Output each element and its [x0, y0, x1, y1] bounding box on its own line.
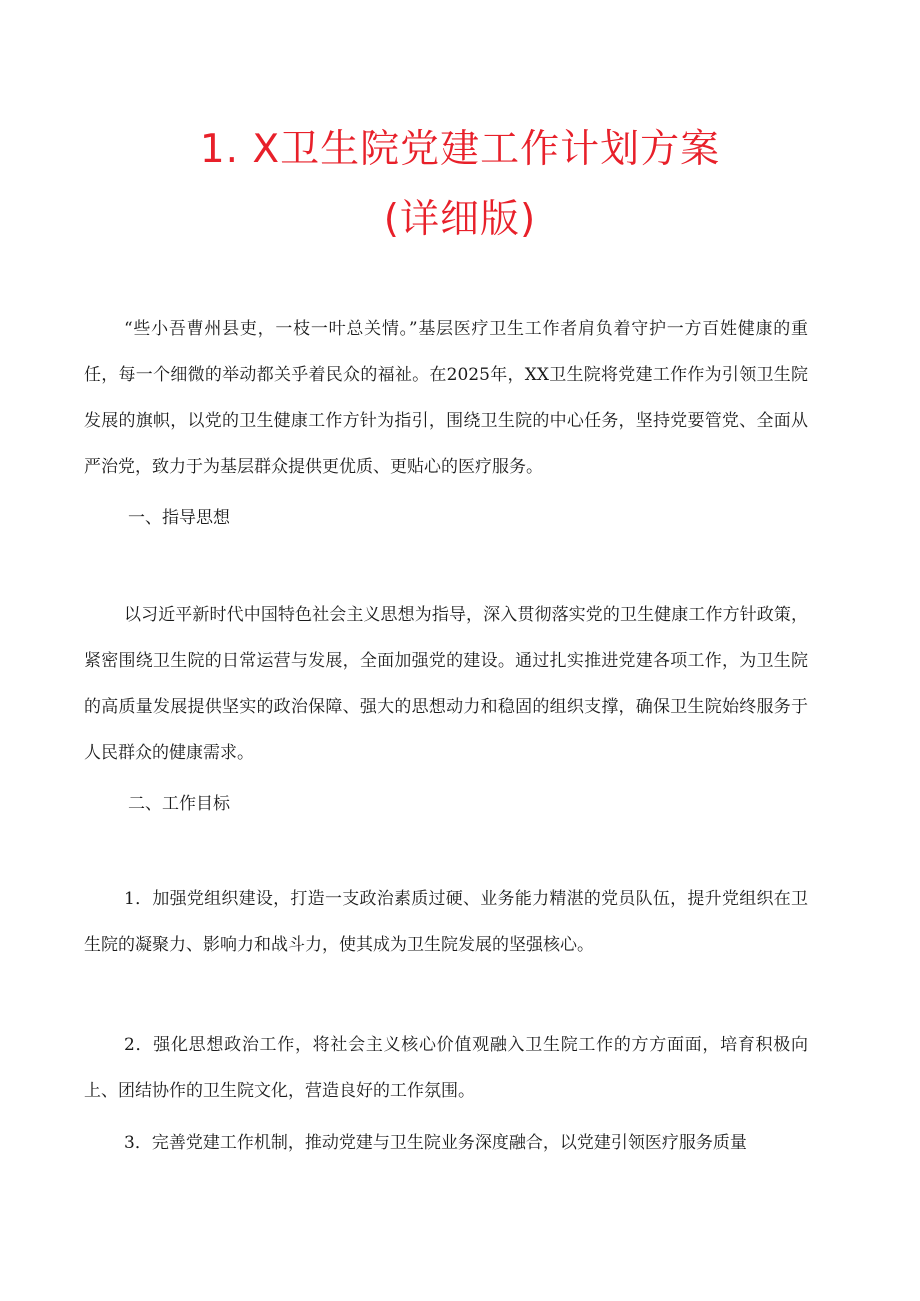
section1-heading: 一、指导思想: [128, 508, 230, 528]
goal-item-2: 2．强化思想政治工作，将社会主义核心价值观融入卫生院工作的方方面面，培育积极向上、团结协作的卫生院文化，营造良好的工作氛围。: [84, 1035, 808, 1101]
document-title-line1: 1. X卫生院党建工作计划方案: [199, 127, 721, 172]
document-title-line2: (详细版): [383, 197, 537, 242]
goal-item-3: 3．完善党建工作机制，推动党建与卫生院业务深度融合，以党建引领医疗服务质量: [124, 1133, 747, 1153]
intro-paragraph: “些小吾曹州县吏，一枝一叶总关情。”基层医疗卫生工作者肩负着守护一方百姓健康的重任，每一个细微的举动都关乎着民众的福祉。在2025年，XX卫生院将党建工作作为引领卫生院发展的旗帜，以党的卫生健康工作方针为指引，围绕卫生院的中心任务，坚持党要管党、全面从严治党，致力于为基层群众提供更优质、更贴心的医疗服务。: [84, 319, 808, 477]
section1-paragraph: 以习近平新时代中国特色社会主义思想为指导，深入贯彻落实党的卫生健康工作方针政策，紧密围绕卫生院的日常运营与发展，全面加强党的建设。通过扎实推进党建各项工作，为卫生院的高质量发展提供坚实的政治保障、强大的思想动力和稳固的组织支撑，确保卫生院始终服务于人民群众的健康需求。: [84, 605, 808, 763]
section2-heading: 二、工作目标: [128, 794, 230, 814]
goal-item-1: 1．加强党组织建设，打造一支政治素质过硬、业务能力精湛的党员队伍，提升党组织在卫生院的凝聚力、影响力和战斗力，使其成为卫生院发展的坚强核心。: [84, 889, 808, 955]
